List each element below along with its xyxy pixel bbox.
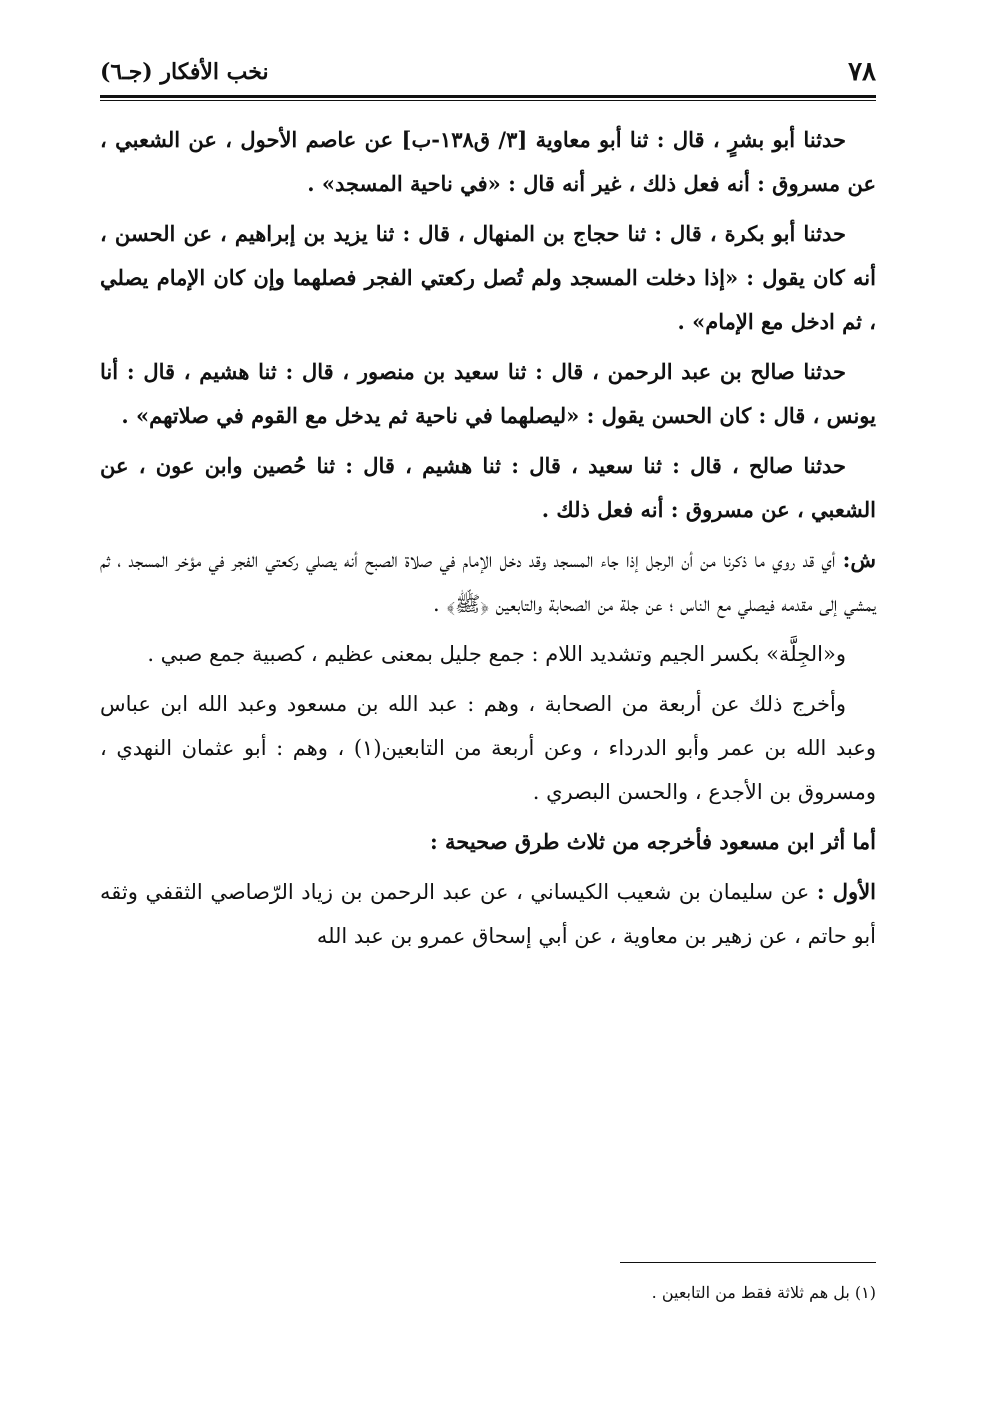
takhrij-paragraph: وأخرج ذلك عن أربعة من الصحابة ، وهم : عبد الله بن مسعود وعبد الله ابن عباس وعبد الله بن عمر وأبو الدرداء ، وعن أربعة من التابعين(١) ، وهم : أبو عثمان النهدي ، ومسروق بن الأجدع ، والحسن البصري .: [100, 692, 876, 804]
header-rule-thick: [100, 95, 876, 98]
header-rule-thin: [100, 100, 876, 101]
hadith-paragraph-2: حدثنا أبو بكرة ، قال : ثنا حجاج بن المنهال ، قال : ثنا يزيد بن إبراهيم ، عن الحسن ، أنه كان يقول : «إذا دخلت المسجد ولم تُصل ركعتي الفجر فصلهما وإن كان الإمام يصلي ، ثم ادخل مع الإمام» .: [100, 221, 876, 334]
footnote: (١) بل هم ثلاثة فقط من التابعين .: [651, 1283, 876, 1302]
book-title: نخب الأفكار (جـ٦): [100, 59, 269, 85]
commentary-text: أي قد روي ما ذكرنا من أن الرجل إذا جاء المسجد وقد دخل الإمام في صلاة الصبح أنه يصلي ركعتي الفجر في مؤخر المسجد ، ثم يمشي إلى مقدمه فيصلي مع الناس ؛ عن جلة من الصحابة والتابعين ﴿ﷺ﴾ .: [100, 548, 876, 616]
hadith-paragraph-1: حدثنا أبو بشرٍ ، قال : ثنا أبو معاوية [٣/ ق١٣٨-ب] عن عاصم الأحول ، عن الشعبي ، عن مسروق : أنه فعل ذلك ، غير أنه قال : «في ناحية المسجد» .: [100, 127, 876, 196]
commentary-paragraph: [100, 538, 876, 626]
page-body: [100, 118, 876, 964]
footnote-rule: [620, 1262, 876, 1263]
hadith-paragraph-4: حدثنا صالح ، قال : ثنا سعيد ، قال : ثنا هشيم ، قال : ثنا حُصين وابن عون ، عن الشعبي ، عن مسروق : أنه فعل ذلك .: [100, 453, 876, 522]
section-heading: أما أثر ابن مسعود فأخرجه من ثلاث طرق صحيحة :: [429, 829, 876, 854]
hadith-paragraph-3: حدثنا صالح بن عبد الرحمن ، قال : ثنا سعيد بن منصور ، قال : ثنا هشيم ، قال : أنا يونس ، قال : كان الحسن يقول : «ليصلهما في ناحية ثم يدخل مع القوم في صلاتهم» .: [100, 359, 876, 428]
page-number: ٧٨: [848, 57, 876, 87]
definition-paragraph: و«الجِلَّة» بكسر الجيم وتشديد اللام : جمع جليل بمعنى عظيم ، كصبية جمع صبي .: [147, 642, 846, 666]
first-chain-text: عن سليمان بن شعيب الكيساني ، عن عبد الرحمن بن زياد الرّصاصي الثقفي وثقه أبو حاتم ، عن زهير بن معاوية ، عن أبي إسحاق عمرو بن عبد الله: [100, 880, 876, 948]
first-chain-lead: الأول :: [816, 879, 877, 904]
commentary-lead: ش:: [842, 547, 876, 572]
first-chain-paragraph: [100, 870, 876, 958]
page-header: [100, 52, 876, 92]
